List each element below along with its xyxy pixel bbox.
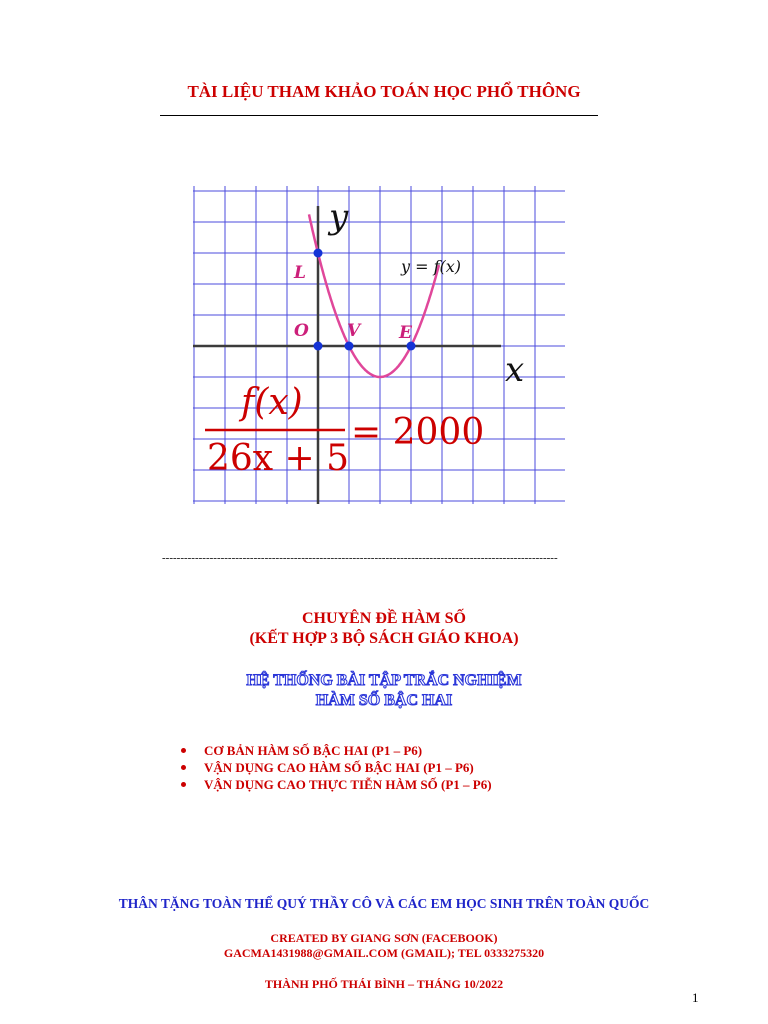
list-item	[178, 742, 492, 759]
equation-rhs: = 2000	[351, 412, 485, 453]
list-item	[178, 776, 492, 793]
divider-dashes: ------------------------------------------------------------------------------------------------------------	[162, 552, 558, 564]
contact-info: GACMA1431988@GMAIL.COM (GMAIL); TEL 0333275320	[223, 946, 545, 960]
system-title: HỆ THỐNG BÀI TẬP TRẮC NGHIỆM	[246, 672, 522, 689]
parabola-curve	[309, 214, 439, 377]
x-axis-label: x	[505, 350, 525, 390]
document-title: TÀI LIỆU THAM KHẢO TOÁN HỌC PHỔ THÔNG	[187, 82, 581, 101]
dedication-text: THÂN TẶNG TOÀN THỂ QUÝ THẦY CÔ VÀ CÁC EM HỌC SINH TRÊN TOÀN QUỐC	[118, 896, 650, 911]
point-e-label: E	[399, 323, 412, 343]
place-date: THÀNH PHỐ THÁI BÌNH – THÁNG 10/2022	[264, 977, 504, 991]
list-item-label: VẬN DỤNG CAO THỰC TIỄN HÀM SỐ (P1 – P6)	[204, 777, 492, 792]
topic-subtitle: (KẾT HỢP 3 BỘ SÁCH GIÁO KHOA)	[249, 630, 519, 647]
list-item-label: CƠ BẢN HÀM SỐ BẬC HAI (P1 – P6)	[204, 743, 423, 758]
equation-numerator: f(x)	[241, 382, 303, 423]
author-credit: CREATED BY GIANG SƠN (FACEBOOK)	[270, 931, 498, 945]
graph-points	[293, 249, 416, 351]
equation-denominator: 26x + 5	[207, 438, 350, 479]
bullet-icon	[181, 765, 186, 770]
point-l-label: L	[294, 263, 306, 283]
title-underline	[160, 115, 598, 116]
page-number: 1	[692, 990, 699, 1005]
point-o-marker	[314, 342, 323, 351]
point-v-label: V	[347, 321, 361, 341]
system-subtitle: HÀM SỐ BẬC HAI	[315, 692, 453, 709]
bullet-list	[178, 742, 492, 793]
bullet-icon	[181, 748, 186, 753]
point-o-label: O	[294, 321, 309, 341]
function-label: y = f(x)	[401, 257, 462, 276]
bullet-icon	[181, 782, 186, 787]
y-axis-label: y	[329, 197, 349, 237]
list-item	[178, 759, 492, 776]
list-item-label: VẬN DỤNG CAO HÀM SỐ BẬC HAI (P1 – P6)	[204, 760, 474, 775]
point-v-marker	[345, 342, 354, 351]
point-l-marker	[314, 249, 323, 258]
topic-title: CHUYÊN ĐỀ HÀM SỐ	[301, 610, 466, 627]
function-graph	[193, 186, 565, 504]
